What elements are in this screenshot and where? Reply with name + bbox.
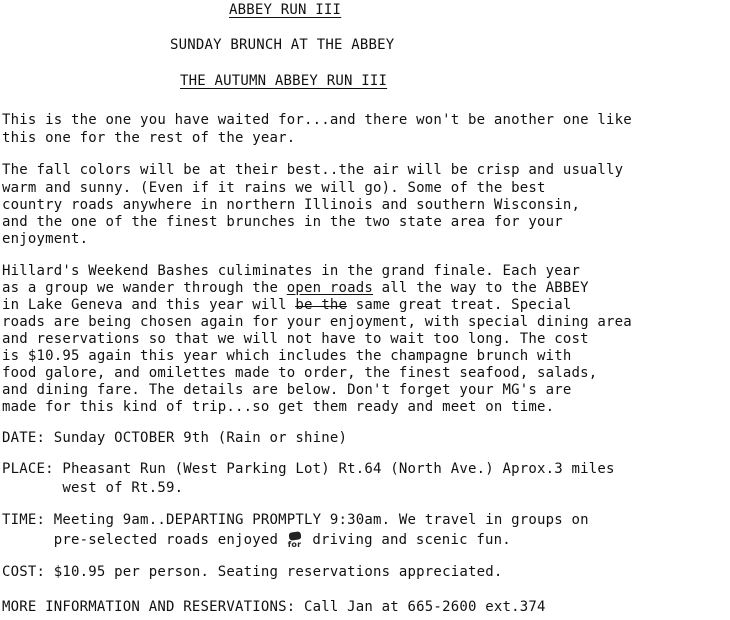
bashes-line-8: and dining fare. The details are below. Don't forget your MG's are bbox=[2, 382, 572, 398]
bashes-line-3 bbox=[2, 297, 572, 314]
detail-date: DATE: Sunday OCTOBER 9th (Rain or shine) bbox=[2, 430, 348, 446]
colors-line-4: and the one of the finest brunches in the two state area for your bbox=[2, 214, 563, 230]
colors-line-2: warm and sunny. (Even if it rains we will go). Some of the best bbox=[2, 180, 546, 196]
scribbled-out-word bbox=[287, 530, 304, 549]
colors-line-1: The fall colors will be at their best..the air will be crisp and usually bbox=[2, 162, 624, 178]
bashes-line-6: is $10.95 again this year which includes the champagne brunch with bbox=[2, 348, 572, 364]
bashes-line-2-end: all the way to the ABBEY bbox=[373, 280, 589, 296]
colors-line-3: country roads anywhere in northern Illinois and southern Wisconsin, bbox=[2, 197, 581, 213]
detail-more-info: MORE INFORMATION AND RESERVATIONS: Call Jan at 665-2600 ext.374 bbox=[2, 599, 546, 615]
struck-through-text: be the bbox=[295, 297, 348, 313]
detail-time-line-1: TIME: Meeting 9am..DEPARTING PROMPTLY 9:30am. We travel in groups on bbox=[2, 512, 589, 528]
bashes-line-1: Hillard's Weekend Bashes culiminates in the grand finale. Each year bbox=[2, 263, 581, 279]
bashes-line-4: roads are being chosen again for your enjoyment, with special dining area bbox=[2, 314, 632, 330]
title-abbey-run: ABBEY RUN III bbox=[229, 2, 342, 18]
colors-line-5: enjoyment. bbox=[2, 231, 89, 247]
detail-time-line-2 bbox=[2, 530, 511, 549]
bashes-line-9: made for this kind of trip...so get them ready and meet on time. bbox=[2, 399, 555, 415]
subtitle-autumn-run: THE AUTUMN ABBEY RUN III bbox=[180, 73, 388, 89]
subtitle-sunday-brunch: SUNDAY BRUNCH AT THE ABBEY bbox=[170, 37, 395, 53]
detail-time-line-2-start: pre-selected roads enjoyed bbox=[2, 532, 287, 548]
bashes-line-3-start: in Lake Geneva and this year will bbox=[2, 297, 296, 313]
detail-cost: COST: $10.95 per person. Seating reservations appreciated. bbox=[2, 564, 503, 580]
intro-line-1: This is the one you have waited for...and there won't be another one like bbox=[2, 112, 632, 128]
handwritten-correction: for bbox=[287, 540, 302, 549]
intro-line-2: this one for the rest of the year. bbox=[2, 130, 296, 146]
detail-time-line-2-end: driving and scenic fun. bbox=[303, 532, 511, 548]
detail-place-line-2: west of Rt.59. bbox=[2, 480, 184, 496]
bashes-line-7: food galore, and omilettes made to order, the finest seafood, salads, bbox=[2, 365, 598, 381]
open-roads-underlined: open roads bbox=[286, 280, 374, 296]
bashes-line-2-start: as a group we wander through the bbox=[2, 280, 287, 296]
detail-place-line-1: PLACE: Pheasant Run (West Parking Lot) Rt.64 (North Ave.) Aprox.3 miles bbox=[2, 461, 615, 477]
bashes-line-3-end: same great treat. Special bbox=[347, 297, 572, 313]
bashes-line-5: and reservations so that we will not have to wait too long. The cost bbox=[2, 331, 589, 347]
bashes-line-2 bbox=[2, 280, 589, 297]
